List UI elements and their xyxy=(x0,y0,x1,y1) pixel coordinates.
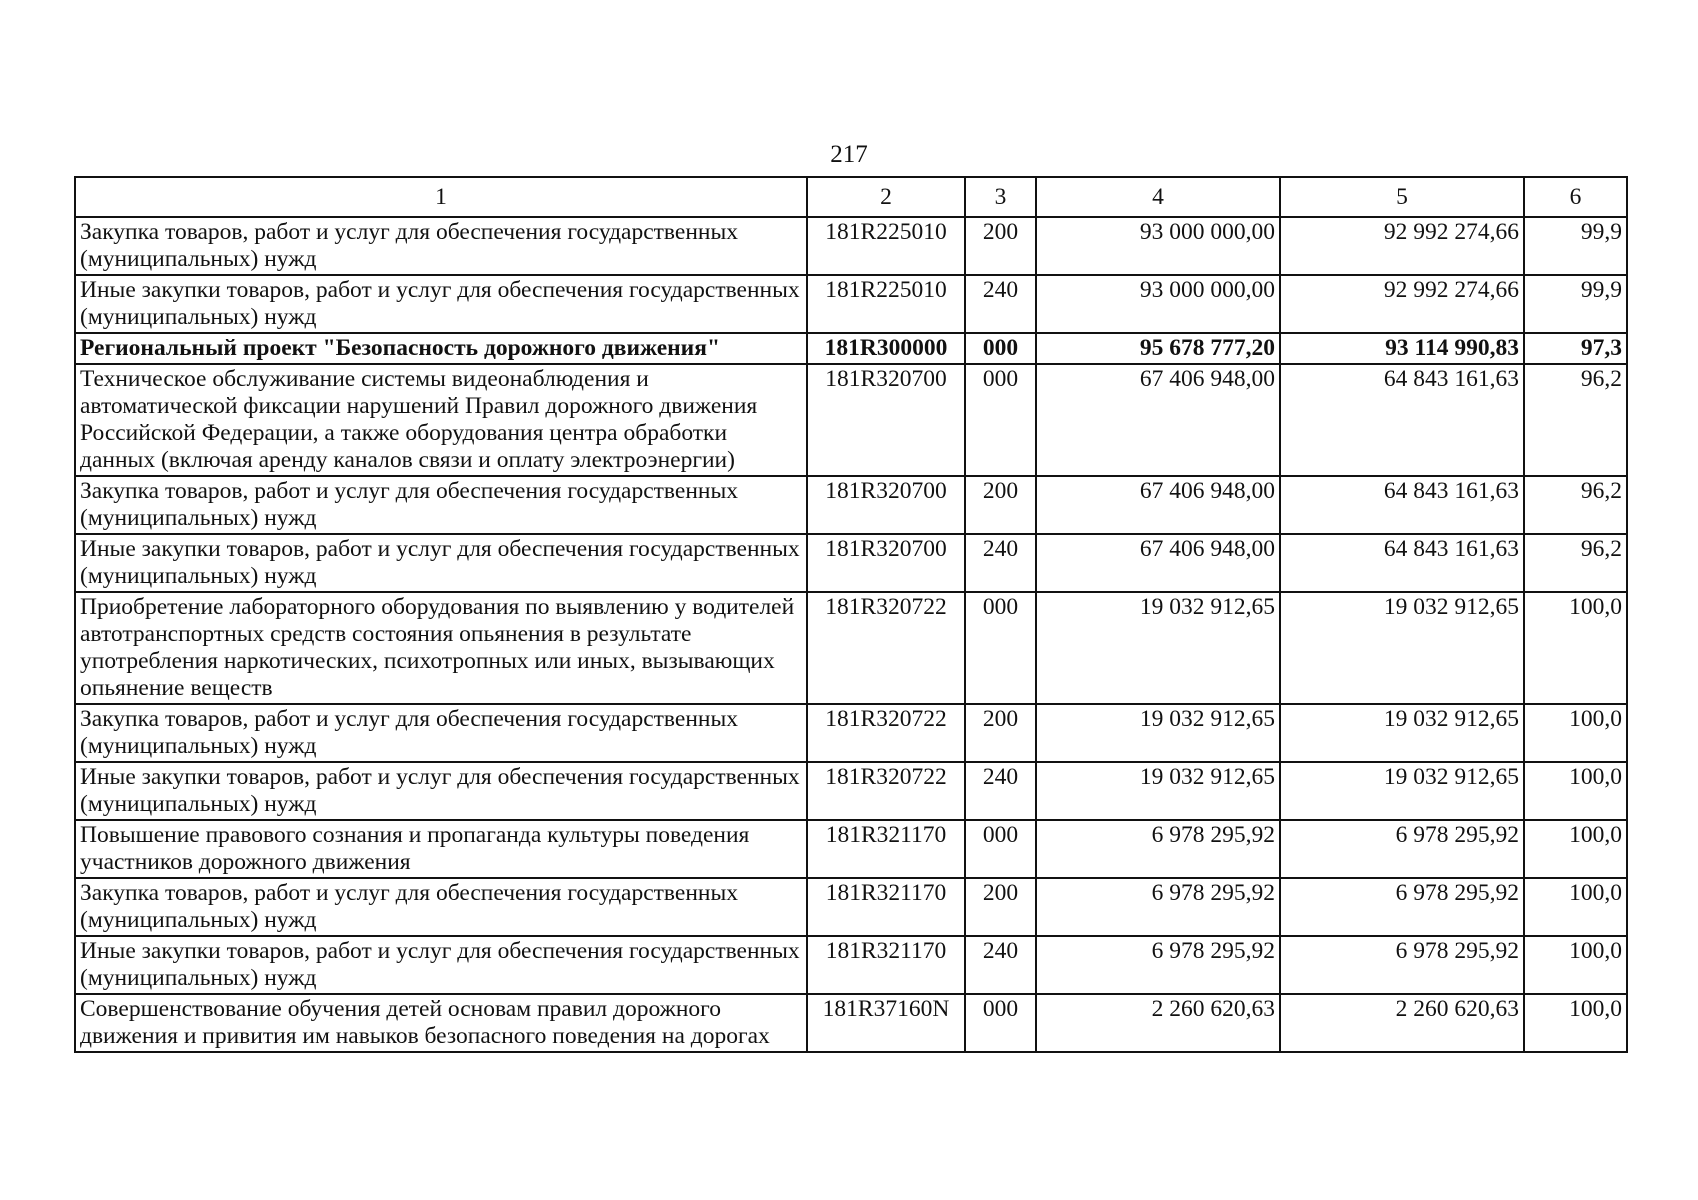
row-plan: 95 678 777,20 xyxy=(1036,333,1280,364)
column-header-3: 3 xyxy=(965,177,1036,217)
row-type: 240 xyxy=(965,275,1036,333)
row-percent: 100,0 xyxy=(1524,994,1627,1052)
row-plan: 19 032 912,65 xyxy=(1036,704,1280,762)
row-name: Иные закупки товаров, работ и услуг для обеспечения государственных (муниципальных) нужд xyxy=(75,275,807,333)
table-row xyxy=(75,476,1627,534)
page-number: 217 xyxy=(830,141,868,168)
row-fact: 19 032 912,65 xyxy=(1280,592,1524,704)
row-percent: 100,0 xyxy=(1524,820,1627,878)
row-plan: 6 978 295,92 xyxy=(1036,936,1280,994)
row-code: 181R225010 xyxy=(807,217,965,275)
table-header-row xyxy=(75,177,1627,217)
row-plan: 6 978 295,92 xyxy=(1036,820,1280,878)
row-fact: 19 032 912,65 xyxy=(1280,704,1524,762)
row-name: Совершенствование обучения детей основам правил дорожного движения и привития им навыков безопасного поведения на дорогах xyxy=(75,994,807,1052)
row-type: 200 xyxy=(965,476,1036,534)
row-code: 181R321170 xyxy=(807,820,965,878)
row-plan: 19 032 912,65 xyxy=(1036,592,1280,704)
row-name: Повышение правового сознания и пропаганда культуры поведения участников дорожного движения xyxy=(75,820,807,878)
row-code: 181R320722 xyxy=(807,704,965,762)
row-fact: 19 032 912,65 xyxy=(1280,762,1524,820)
row-type: 200 xyxy=(965,878,1036,936)
row-code: 181R320722 xyxy=(807,592,965,704)
column-header-6: 6 xyxy=(1524,177,1627,217)
row-plan: 93 000 000,00 xyxy=(1036,275,1280,333)
table-row-regional-project xyxy=(75,333,1627,364)
row-percent: 100,0 xyxy=(1524,762,1627,820)
row-plan: 19 032 912,65 xyxy=(1036,762,1280,820)
row-fact: 64 843 161,63 xyxy=(1280,476,1524,534)
row-fact: 92 992 274,66 xyxy=(1280,275,1524,333)
row-type: 200 xyxy=(965,217,1036,275)
row-fact: 6 978 295,92 xyxy=(1280,878,1524,936)
row-fact: 93 114 990,83 xyxy=(1280,333,1524,364)
budget-table xyxy=(74,176,1628,1053)
column-header-4: 4 xyxy=(1036,177,1280,217)
row-plan: 67 406 948,00 xyxy=(1036,364,1280,476)
row-type: 000 xyxy=(965,994,1036,1052)
row-percent: 96,2 xyxy=(1524,476,1627,534)
row-percent: 100,0 xyxy=(1524,592,1627,704)
row-code: 181R320700 xyxy=(807,364,965,476)
row-code: 181R320700 xyxy=(807,476,965,534)
row-code: 181R225010 xyxy=(807,275,965,333)
row-fact: 6 978 295,92 xyxy=(1280,820,1524,878)
row-percent: 99,9 xyxy=(1524,217,1627,275)
row-plan: 2 260 620,63 xyxy=(1036,994,1280,1052)
row-code: 181R300000 xyxy=(807,333,965,364)
row-percent: 99,9 xyxy=(1524,275,1627,333)
row-type: 000 xyxy=(965,364,1036,476)
row-type: 000 xyxy=(965,592,1036,704)
row-type: 240 xyxy=(965,534,1036,592)
table-row xyxy=(75,820,1627,878)
table-row xyxy=(75,217,1627,275)
row-name: Приобретение лабораторного оборудования по выявлению у водителей автотранспортных средств состояния опьянения в результате употребления наркотических, психотропных или иных, вызывающих опьянение веществ xyxy=(75,592,807,704)
table-row xyxy=(75,364,1627,476)
row-code: 181R37160N xyxy=(807,994,965,1052)
row-type: 200 xyxy=(965,704,1036,762)
table-row xyxy=(75,878,1627,936)
row-name: Региональный проект "Безопасность дорожного движения" xyxy=(75,333,807,364)
row-code: 181R320700 xyxy=(807,534,965,592)
row-fact: 2 260 620,63 xyxy=(1280,994,1524,1052)
row-plan: 6 978 295,92 xyxy=(1036,878,1280,936)
row-percent: 100,0 xyxy=(1524,704,1627,762)
row-name: Иные закупки товаров, работ и услуг для обеспечения государственных (муниципальных) нужд xyxy=(75,534,807,592)
column-header-5: 5 xyxy=(1280,177,1524,217)
table-row xyxy=(75,994,1627,1052)
row-type: 240 xyxy=(965,936,1036,994)
row-type: 240 xyxy=(965,762,1036,820)
column-header-2: 2 xyxy=(807,177,965,217)
row-fact: 92 992 274,66 xyxy=(1280,217,1524,275)
row-fact: 64 843 161,63 xyxy=(1280,534,1524,592)
row-name: Иные закупки товаров, работ и услуг для обеспечения государственных (муниципальных) нужд xyxy=(75,936,807,994)
row-code: 181R320722 xyxy=(807,762,965,820)
row-fact: 6 978 295,92 xyxy=(1280,936,1524,994)
row-plan: 67 406 948,00 xyxy=(1036,476,1280,534)
row-plan: 67 406 948,00 xyxy=(1036,534,1280,592)
table-row xyxy=(75,534,1627,592)
table-row xyxy=(75,704,1627,762)
row-name: Закупка товаров, работ и услуг для обеспечения государственных (муниципальных) нужд xyxy=(75,704,807,762)
row-percent: 100,0 xyxy=(1524,878,1627,936)
row-code: 181R321170 xyxy=(807,878,965,936)
row-code: 181R321170 xyxy=(807,936,965,994)
row-plan: 93 000 000,00 xyxy=(1036,217,1280,275)
row-percent: 100,0 xyxy=(1524,936,1627,994)
table-row xyxy=(75,936,1627,994)
row-type: 000 xyxy=(965,333,1036,364)
row-fact: 64 843 161,63 xyxy=(1280,364,1524,476)
table-row xyxy=(75,762,1627,820)
row-percent: 96,2 xyxy=(1524,364,1627,476)
table-body xyxy=(75,217,1627,1052)
row-name: Закупка товаров, работ и услуг для обеспечения государственных (муниципальных) нужд xyxy=(75,476,807,534)
table-row xyxy=(75,275,1627,333)
table-row xyxy=(75,592,1627,704)
row-name: Техническое обслуживание системы видеонаблюдения и автоматической фиксации нарушений Правил дорожного движения Российской Федерации, а также оборудования центра обработки данных (включая аренду каналов связи и оплату электроэнергии) xyxy=(75,364,807,476)
row-name: Иные закупки товаров, работ и услуг для обеспечения государственных (муниципальных) нужд xyxy=(75,762,807,820)
row-type: 000 xyxy=(965,820,1036,878)
column-header-1: 1 xyxy=(75,177,807,217)
row-percent: 96,2 xyxy=(1524,534,1627,592)
row-percent: 97,3 xyxy=(1524,333,1627,364)
row-name: Закупка товаров, работ и услуг для обеспечения государственных (муниципальных) нужд xyxy=(75,878,807,936)
row-name: Закупка товаров, работ и услуг для обеспечения государственных (муниципальных) нужд xyxy=(75,217,807,275)
